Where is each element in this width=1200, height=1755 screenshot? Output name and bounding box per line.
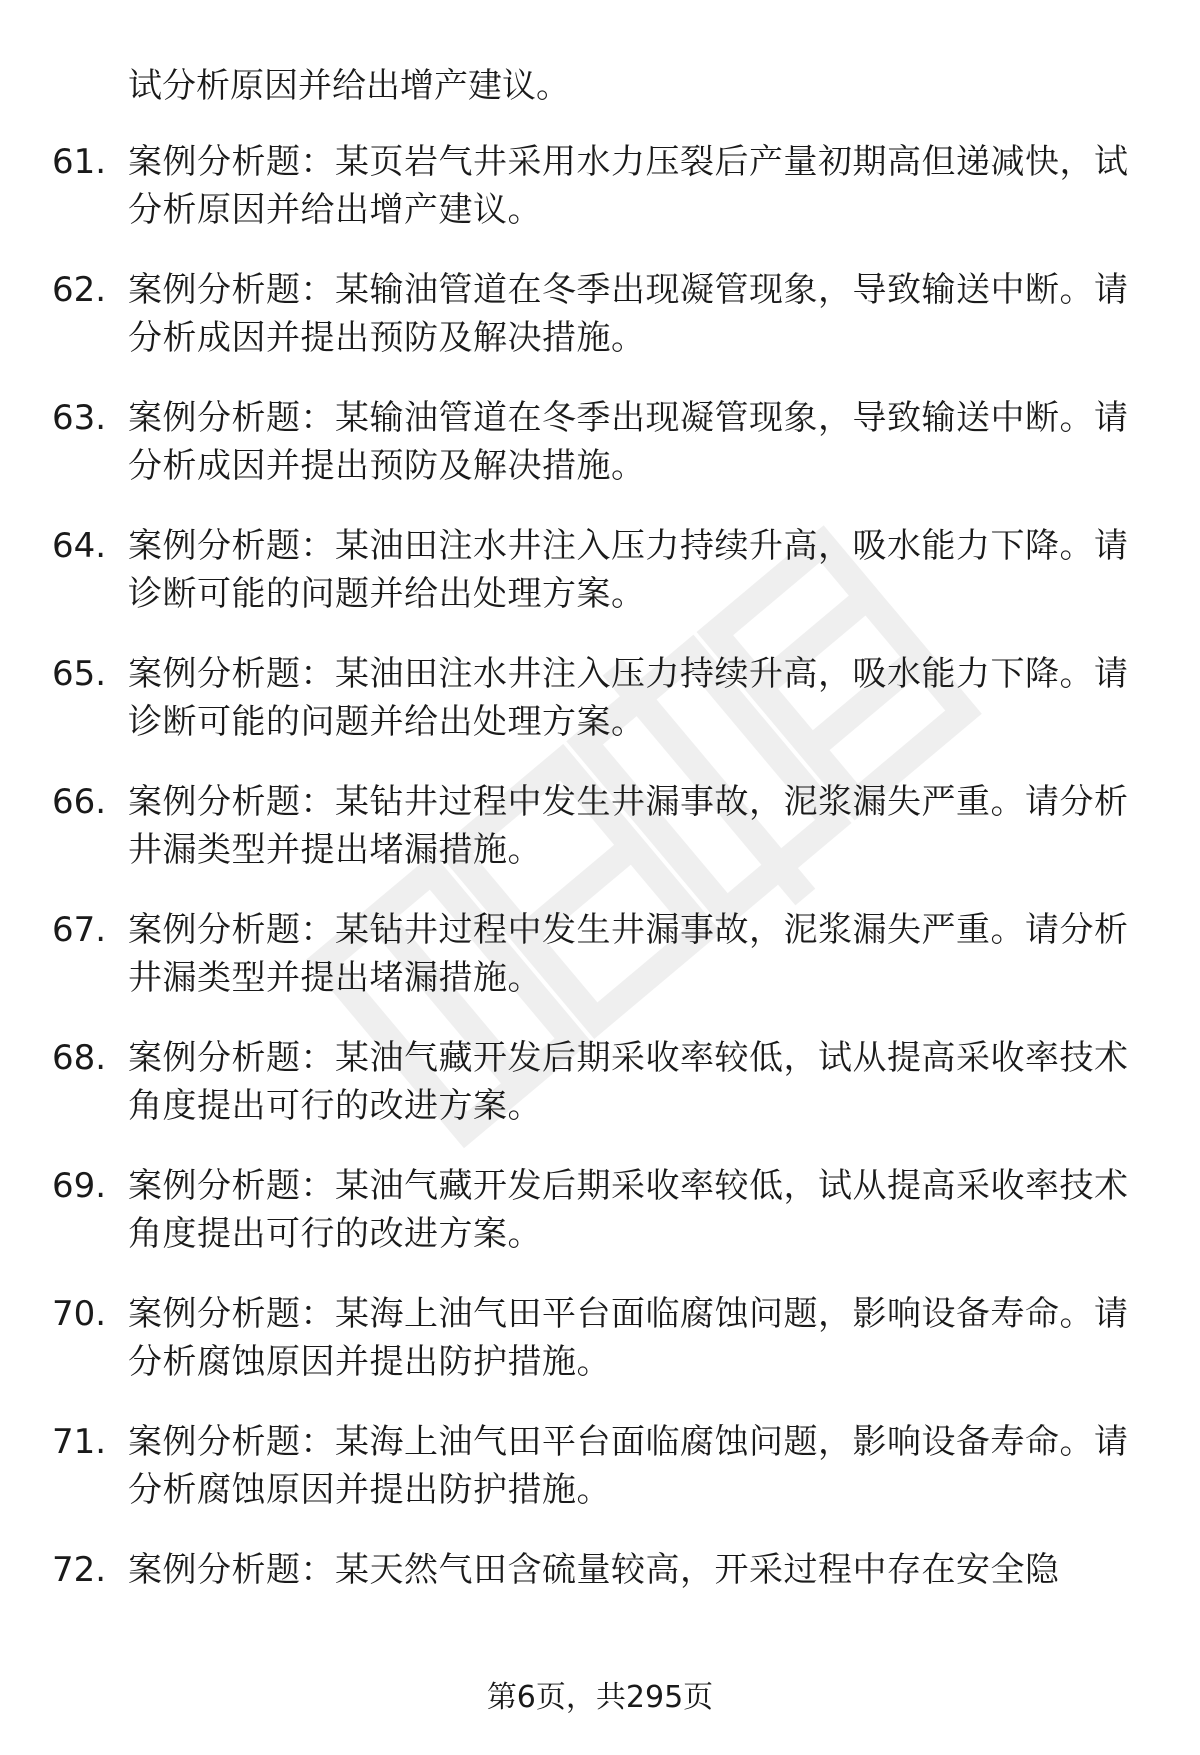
question-text: 案例分析题：某钻井过程中发生井漏事故，泥浆漏失严重。请分析井漏类型并提出堵漏措施。 [128, 782, 1129, 870]
question-number: 61. [52, 142, 107, 182]
question-number: 68. [52, 1038, 107, 1078]
question-text: 案例分析题：某输油管道在冬季出现凝管现象，导致输送中断。请分析成因并提出预防及解决措施。 [128, 398, 1129, 486]
question-text: 案例分析题：某输油管道在冬季出现凝管现象，导致输送中断。请分析成因并提出预防及解决措施。 [128, 270, 1129, 358]
question-item [0, 1546, 1200, 1674]
question-number: 65. [52, 654, 107, 694]
question-text: 案例分析题：某天然气田含硫量较高，开采过程中存在安全隐 [128, 1550, 1060, 1590]
question-text: 案例分析题：某油田注水井注入压力持续升高，吸水能力下降。请诊断可能的问题并给出处理方案。 [128, 654, 1129, 742]
question-list [0, 138, 1200, 1674]
question-text: 案例分析题：某页岩气井采用水力压裂后产量初期高但递减快，试分析原因并给出增产建议。 [128, 142, 1129, 230]
question-number: 69. [52, 1166, 107, 1206]
page-footer: 第6页，共295页 [486, 1680, 714, 1715]
question-text: 案例分析题：某海上油气田平台面临腐蚀问题，影响设备寿命。请分析腐蚀原因并提出防护措施。 [128, 1422, 1129, 1510]
question-text: 案例分析题：某钻井过程中发生井漏事故，泥浆漏失严重。请分析井漏类型并提出堵漏措施。 [128, 910, 1129, 998]
question-item [0, 138, 1200, 266]
question-item [0, 1290, 1200, 1418]
question-number: 64. [52, 526, 107, 566]
question-number: 72. [52, 1550, 107, 1590]
question-number: 71. [52, 1422, 107, 1462]
question-number: 63. [52, 398, 107, 438]
question-item [0, 394, 1200, 522]
question-number: 70. [52, 1294, 107, 1334]
question-item [0, 1418, 1200, 1546]
question-item [0, 1034, 1200, 1162]
question-text: 案例分析题：某油气藏开发后期采收率较低，试从提高采收率技术角度提出可行的改进方案。 [128, 1038, 1129, 1126]
question-item [0, 522, 1200, 650]
question-item [0, 1162, 1200, 1290]
question-number: 62. [52, 270, 107, 310]
question-item [0, 266, 1200, 394]
question-number: 66. [52, 782, 107, 822]
question-item [0, 650, 1200, 778]
question-text: 案例分析题：某油气藏开发后期采收率较低，试从提高采收率技术角度提出可行的改进方案。 [128, 1166, 1129, 1254]
question-text: 案例分析题：某海上油气田平台面临腐蚀问题，影响设备寿命。请分析腐蚀原因并提出防护措施。 [128, 1294, 1129, 1382]
question-text: 案例分析题：某油田注水井注入压力持续升高，吸水能力下降。请诊断可能的问题并给出处理方案。 [128, 526, 1129, 614]
question-item [0, 906, 1200, 1034]
continuation-text: 试分析原因并给出增产建议。 [128, 66, 570, 106]
question-number: 67. [52, 910, 107, 950]
question-item [0, 778, 1200, 906]
